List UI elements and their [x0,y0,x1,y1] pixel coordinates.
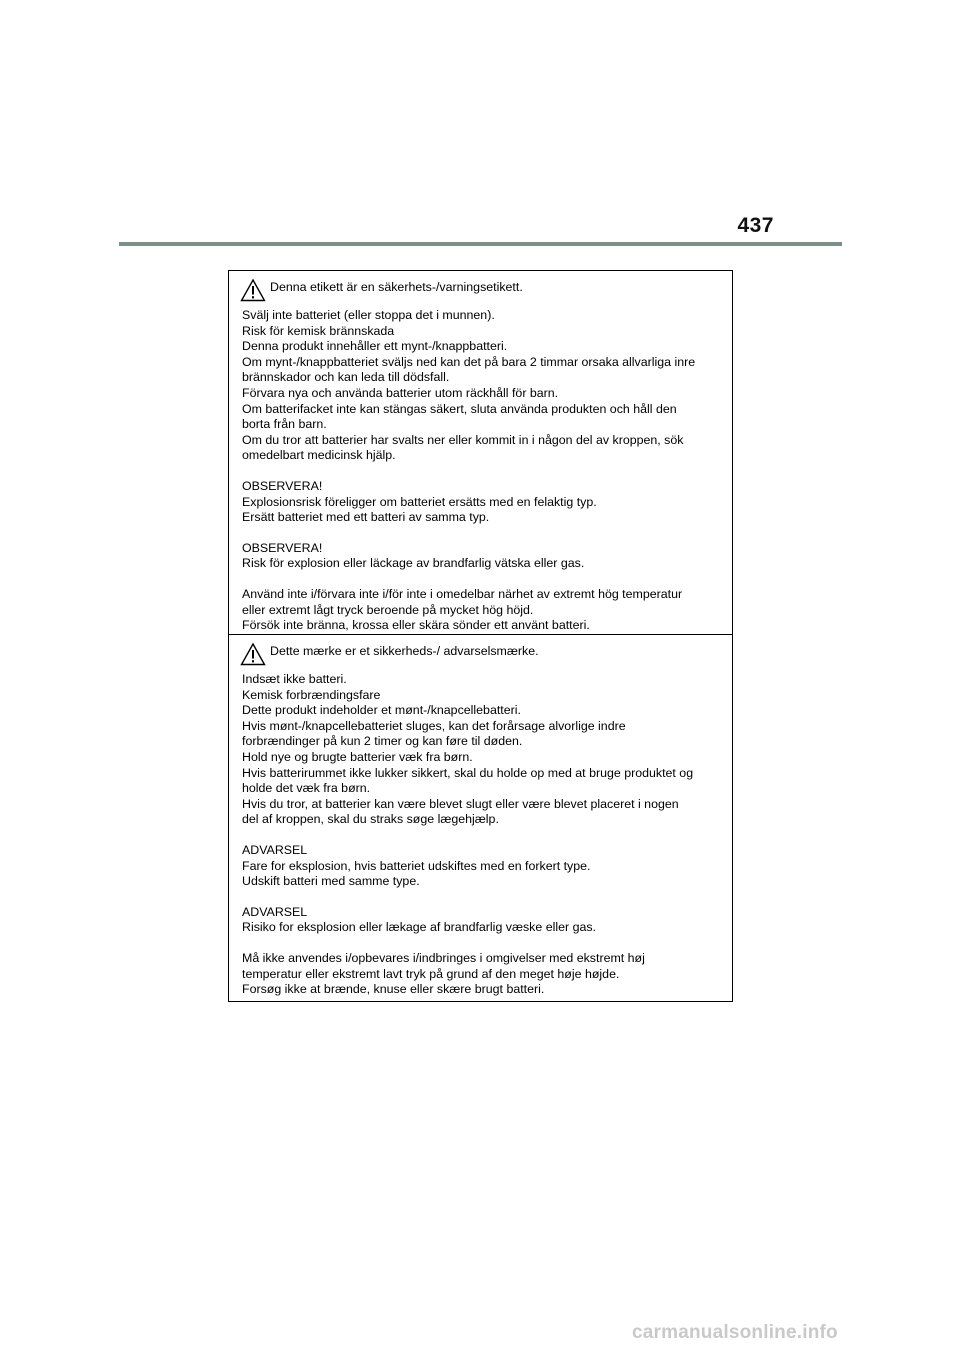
header-rule [119,242,842,246]
swedish-warning-section [229,271,732,635]
swedish-warning-header [242,278,724,300]
danish-swallow-warning: Indsæt ikke batteri. Kemisk forbrændingsfare Dette produkt indeholder et mønt-/knapcellebatteri. Hvis mønt-/knapcellebatteriet sluges, kan det forårsage alvorlige indre forbrændinger på kun 2 timer og kan føre til døden. Hold nye og brugte batterier væk fra børn. Hvis batterirummet ikke lukker sikkert, skal du holde op med at bruge produktet og holde det væk fra børn. Hvis du tror, at batterier kan være blevet slugt eller være blevet placeret i nogen del af kroppen, skal du straks søge lægehjælp. [242,672,694,827]
danish-leak-warning: ADVARSEL Risiko for eksplosion eller lækage af brandfarlig væske eller gas. [242,904,596,935]
danish-warning-title: Dette mærke er et sikkerheds-/ advarselsmærke. [270,644,539,658]
swedish-explosion-type-warning: OBSERVERA! Explosionsrisk föreligger om batteriet ersätts med en felaktig typ. Ersätt batteriet med ett batteri av samma typ. [242,478,597,525]
swedish-temperature-warning: Använd inte i/förvara inte i/för inte i omedelbar närhet av extremt hög temperatur eller extremt lågt tryck beroende på mycket hög höjd. Försök inte bränna, krossa eller skära sönder ett använt batteri. [242,586,683,633]
danish-warning-section [229,635,732,1001]
danish-explosion-type-warning: ADVARSEL Fare for eksplosion, hvis batteriet udskiftes med en forkert type. Udskift batteri med samme type. [242,842,591,889]
page-number: 437 [737,214,774,237]
warning-triangle-icon [240,278,266,302]
site-watermark: carmanualsonline.info [632,1322,838,1343]
swedish-leak-warning: OBSERVERA! Risk för explosion eller läckage av brandfarlig vätska eller gas. [242,540,585,571]
danish-temperature-warning: Må ikke anvendes i/opbevares i/indbringes i omgivelser med ekstremt høj temperatur eller ekstremt lavt tryk på grund af den meget høje højde. Forsøg ikke at brænde, knuse eller skære brugt batteri. [242,950,645,997]
swedish-warning-title: Denna etikett är en säkerhets-/varningsetikett. [270,280,523,294]
danish-warning-header [242,642,724,664]
swedish-swallow-warning: Svälj inte batteriet (eller stoppa det i munnen). Risk för kemisk brännskada Denna produkt innehåller ett mynt-/knappbatteri. Om mynt-/knappbatteriet sväljs ned kan det på bara 2 timmar orsaka allvarliga inre brännskador och kan leda till dödsfall. Förvara nya och använda batterier utom räckhåll för barn. Om batterifacket inte kan stängas säkert, sluta använda produkten och håll den borta från barn. Om du tror att batterier har svalts ner eller kommit in i någon del av kroppen, sök omedelbart medicinsk hjälp. [242,308,696,463]
battery-warning-label-box [228,270,733,1002]
warning-triangle-icon [240,642,266,666]
